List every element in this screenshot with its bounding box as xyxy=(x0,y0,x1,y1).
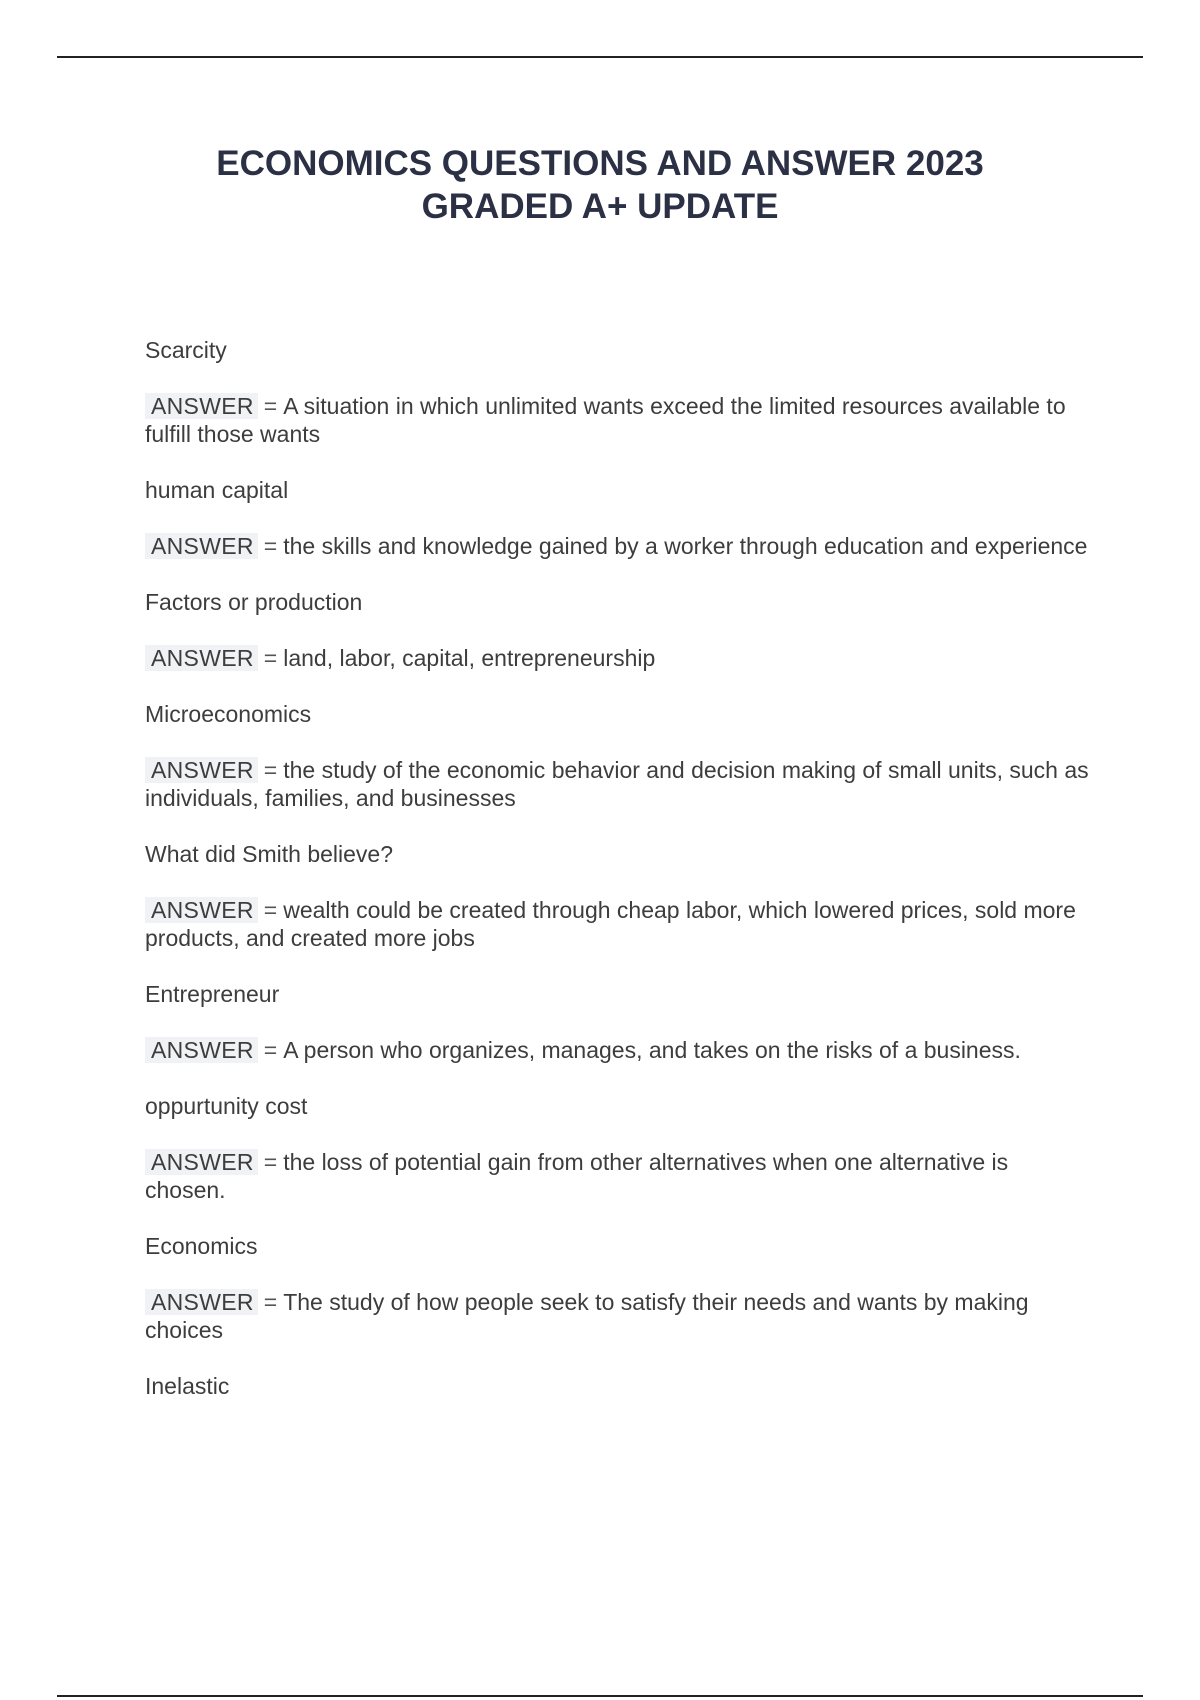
answer-body: land, labor, capital, entrepreneurship xyxy=(283,645,656,671)
answer-separator: = xyxy=(263,393,278,419)
answer-body: A person who organizes, manages, and takes on the risks of a business. xyxy=(283,1037,1021,1063)
answer-separator: = xyxy=(263,757,278,783)
qa-item xyxy=(145,588,1095,672)
answer-body: A situation in which unlimited wants exceed the limited resources available to fulfill those wants xyxy=(145,393,1066,447)
qa-item xyxy=(145,840,1095,952)
question-term: What did Smith believe? xyxy=(145,841,394,867)
top-rule xyxy=(57,56,1143,58)
answer-text xyxy=(145,1288,1095,1344)
answer-body: The study of how people seek to satisfy their needs and wants by making choices xyxy=(145,1289,1029,1343)
answer-separator: = xyxy=(263,1149,278,1175)
qa-item xyxy=(145,1232,1095,1344)
answer-label: ANSWER xyxy=(145,1037,258,1063)
answer-label: ANSWER xyxy=(145,757,258,783)
qa-item xyxy=(145,336,1095,448)
answer-separator: = xyxy=(263,1037,278,1063)
answer-text xyxy=(145,392,1095,448)
question-term: Microeconomics xyxy=(145,701,312,727)
qa-list xyxy=(145,336,1095,1428)
answer-label: ANSWER xyxy=(145,533,258,559)
qa-item xyxy=(145,1092,1095,1204)
question-term: Entrepreneur xyxy=(145,981,280,1007)
answer-text xyxy=(145,1148,1095,1204)
document-title xyxy=(0,142,1200,228)
answer-text xyxy=(145,644,1095,672)
answer-text xyxy=(145,1036,1095,1064)
question-term: human capital xyxy=(145,477,289,503)
answer-separator: = xyxy=(263,533,278,559)
answer-label: ANSWER xyxy=(145,393,258,419)
answer-label: ANSWER xyxy=(145,1149,258,1175)
answer-body: wealth could be created through cheap labor, which lowered prices, sold more products, and created more jobs xyxy=(145,897,1076,951)
answer-label: ANSWER xyxy=(145,897,258,923)
answer-text xyxy=(145,756,1095,812)
question-term: Inelastic xyxy=(145,1373,230,1399)
qa-item xyxy=(145,476,1095,560)
qa-item xyxy=(145,980,1095,1064)
answer-label: ANSWER xyxy=(145,1289,258,1315)
answer-separator: = xyxy=(263,645,278,671)
title-line-2: GRADED A+ UPDATE xyxy=(421,187,779,226)
answer-body: the study of the economic behavior and decision making of small units, such as individuals, families, and businesses xyxy=(145,757,1089,811)
title-line-1: ECONOMICS QUESTIONS AND ANSWER 2023 xyxy=(216,144,984,183)
question-term: Economics xyxy=(145,1233,258,1259)
question-term: oppurtunity cost xyxy=(145,1093,308,1119)
answer-separator: = xyxy=(263,897,278,923)
answer-body: the skills and knowledge gained by a worker through education and experience xyxy=(283,533,1088,559)
answer-separator: = xyxy=(263,1289,278,1315)
qa-item xyxy=(145,1372,1095,1400)
answer-body: the loss of potential gain from other alternatives when one alternative is chosen. xyxy=(145,1149,1009,1203)
question-term: Scarcity xyxy=(145,337,227,363)
qa-item xyxy=(145,700,1095,812)
bottom-rule xyxy=(57,1695,1143,1697)
question-term: Factors or production xyxy=(145,589,363,615)
answer-text xyxy=(145,532,1095,560)
answer-label: ANSWER xyxy=(145,645,258,671)
answer-text xyxy=(145,896,1095,952)
